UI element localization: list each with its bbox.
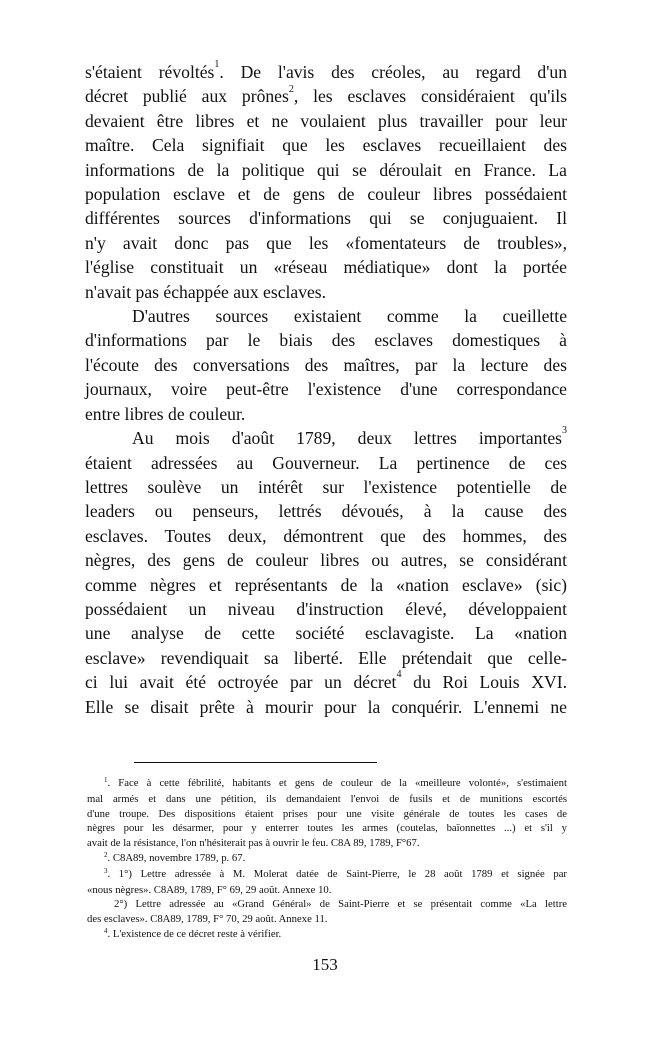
footnotes	[87, 776, 567, 943]
body-line: leaders ou penseurs, lettrés dévoués, à la cause des	[85, 501, 567, 522]
body-line: n'y avait donc pas que les «fomentateurs de troubles»,	[85, 232, 567, 253]
body-line: esclave» revendiquait sa liberté. Elle prétendait que celle-	[85, 647, 567, 668]
footnote-text: . 1°) Lettre adressée à M. Molerat datée de Saint-Pierre, le 28 août 1789 et signée par	[107, 867, 567, 880]
footnote-line: avait de la résistance, l'on n'hésiterait pas à ouvrir le feu. C8A 89, 1789, F°67.	[87, 837, 420, 850]
footnote-mark: 2	[104, 850, 108, 859]
footnote-ref-3[interactable]: 3	[562, 425, 567, 437]
body-line: D'autres sources existaient comme la cueillette	[132, 306, 567, 327]
body-line: possédaient un niveau d'instruction élevé, développaient	[85, 598, 567, 619]
body-line: étaient adressées au Gouverneur. La pertinence de ces	[85, 452, 567, 473]
footnote-line: des esclaves». C8A89, 1789, F° 70, 29 août. Annexe 11.	[87, 913, 328, 926]
body-line	[85, 60, 567, 84]
text-run: . De l'avis des créoles, au regard d'un	[219, 62, 567, 82]
body-line: maître. Cela signifiait que les esclaves recueillaient des	[85, 135, 567, 156]
footnote-2	[87, 851, 567, 867]
body-line: d'informations par le biais des esclaves domestiques à	[85, 330, 567, 351]
body-line: comme nègres et représentants de la «nation esclave» (sic)	[85, 574, 567, 595]
body-line: l'église constituait un «réseau médiatique» dont la portée	[85, 257, 567, 278]
body-line: nègres, des gens de couleur libres ou autres, se considérant	[85, 550, 567, 571]
footnote-text: . C8A89, novembre 1789, p. 67.	[107, 851, 246, 864]
footnote-line: nègres pour les désarmer, pour y enterrer toutes les armes (coutelas, baïonnettes ...) et s'il y	[87, 822, 567, 835]
body-line: n'avait pas échappée aux esclaves.	[85, 281, 327, 302]
text-run: s'étaient révoltés	[85, 62, 215, 82]
body-line: journaux, voire peut-être l'existence d'une correspondance	[85, 379, 567, 400]
body-line: population esclave et de gens de couleur libres possédaient	[85, 184, 567, 205]
text-run: ci lui avait été octroyée par un décret	[85, 672, 397, 693]
page-number: 153	[312, 955, 338, 974]
footnote-line: d'une troupe. Des dispositions étaient prises pour une visite générale de toutes les cases de	[87, 807, 567, 820]
body-line: lettres soulève un intérêt sur l'existence potentielle de	[85, 476, 567, 497]
footnote-text: . Face à cette fébrilité, habitants et gens de couleur de la «meilleure volonté», s'estimaient	[107, 777, 567, 789]
text-run: décret publié aux prônes	[85, 86, 289, 107]
footnote-mark: 4	[104, 926, 108, 935]
footnote-line: 2°) Lettre adressée au «Grand Général» de Saint-Pierre et se présentait comme «La lettre	[114, 898, 567, 911]
page-body	[85, 60, 567, 719]
footnote-3	[87, 867, 567, 883]
body-line	[85, 426, 567, 450]
text-run: du Roi Louis XVI.	[401, 672, 567, 693]
footnote-separator	[134, 762, 377, 763]
footnote-text: . L'existence de ce décret reste à vérifier.	[107, 927, 282, 940]
footnote-ref-2[interactable]: 2	[288, 83, 294, 95]
footnote-ref-1[interactable]: 1	[214, 59, 220, 71]
body-line: Elle se disait prête à mourir pour la conquérir. L'ennemi ne	[85, 696, 567, 717]
body-line: devaient être libres et ne voulaient plus travailler pour leur	[85, 110, 567, 131]
text-run: Au mois d'août 1789, deux lettres importantes	[132, 428, 562, 449]
body-line: esclaves. Toutes deux, démontrent que des hommes, des	[85, 525, 567, 546]
body-line: entre libres de couleur.	[85, 403, 246, 424]
body-line: différentes sources d'informations qui se conjuguaient. Il	[85, 208, 567, 229]
footnote-4	[87, 927, 567, 943]
body-line: une analyse de cette société esclavagiste. La «nation	[85, 623, 567, 644]
body-line: l'écoute des conversations des maîtres, par la lecture des	[85, 354, 567, 375]
footnote-line: «nous nègres». C8A89, 1789, F° 69, 29 août. Annexe 10.	[87, 883, 332, 896]
footnote-ref-4[interactable]: 4	[396, 669, 402, 681]
body-line	[85, 670, 567, 694]
footnote-1	[87, 776, 567, 792]
body-line	[85, 84, 567, 108]
footnote-mark: 3	[104, 866, 108, 875]
body-line: informations de la politique qui se déroulait en France. La	[85, 159, 567, 180]
footnote-mark: 1	[104, 776, 108, 784]
body-text	[85, 60, 567, 719]
footnote-line: mal armés et dans une pétition, ils demandaient l'envoi de fusils et de munitions escortés	[87, 792, 567, 805]
text-run: , les esclaves considéraient qu'ils	[293, 86, 567, 107]
